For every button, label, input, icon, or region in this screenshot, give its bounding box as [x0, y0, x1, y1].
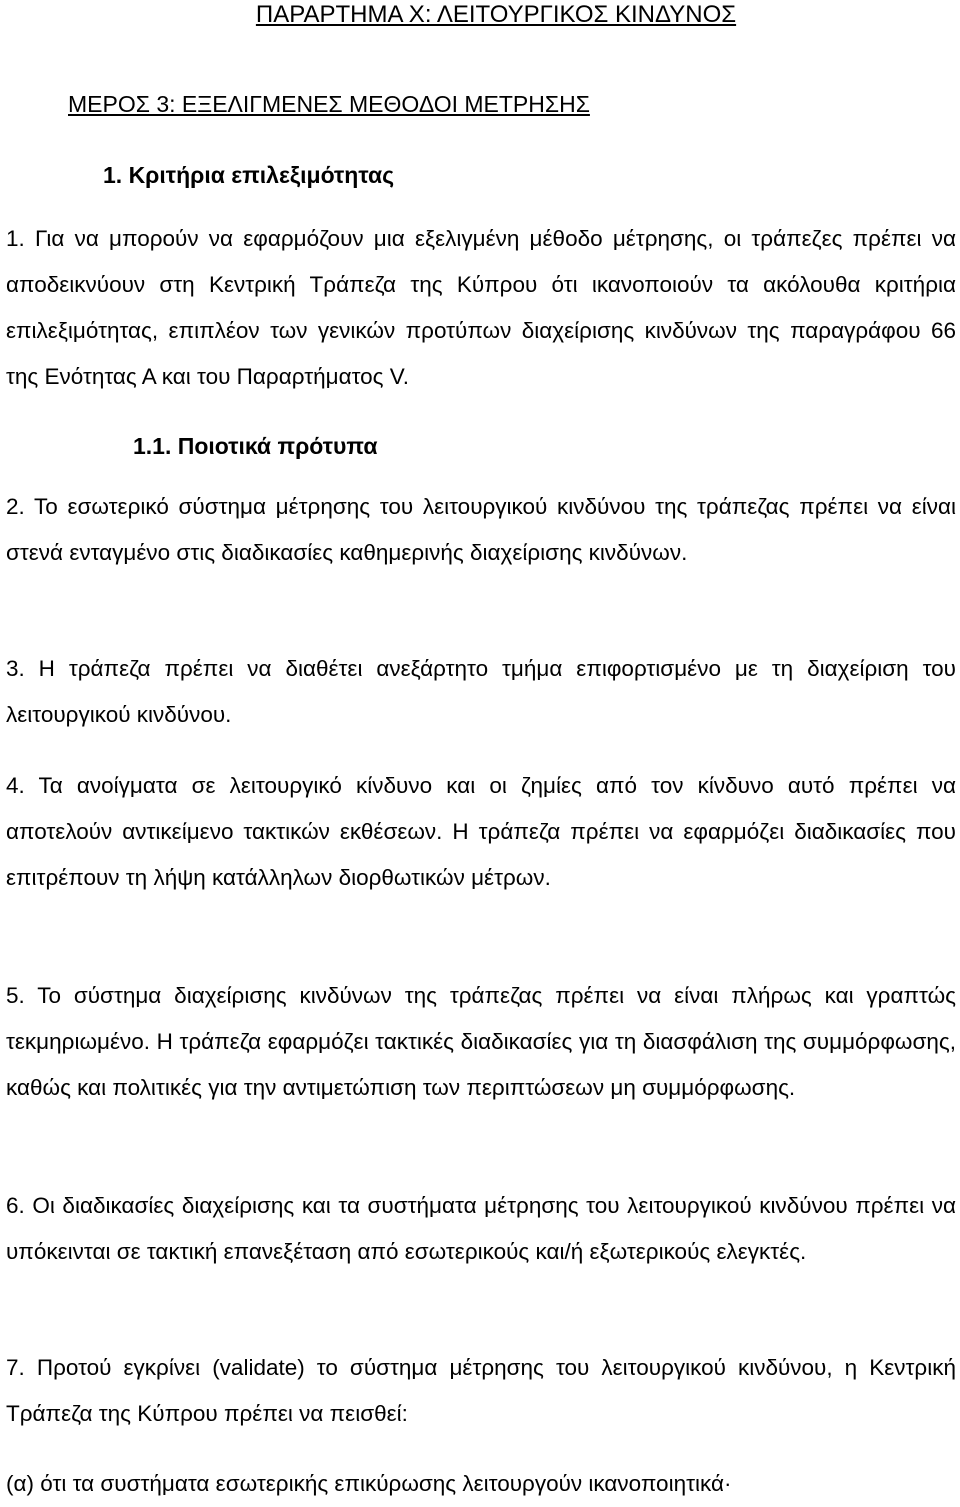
subsection-heading: 1.1. Ποιοτικά πρότυπα [133, 433, 378, 459]
paragraph-7: 7. Προτού εγκρίνει (validate) το σύστημα μέτρησης του λειτουργικού κινδύνου, η Κεντρική Τράπεζα της Κύπρου πρέπει να πεισθεί: [6, 1355, 956, 1426]
paragraph-8: (α) ότι τα συστήματα εσωτερικής επικύρωσης λειτουργούν ικανοποιητικά· [6, 1471, 732, 1496]
paragraph-3: 3. Η τράπεζα πρέπει να διαθέτει ανεξάρτητο τμήμα επιφορτισμένο με τη διαχείριση του λειτουργικού κινδύνου. [6, 656, 956, 727]
part-heading: ΜΕΡΟΣ 3: ΕΞΕΛΙΓΜΕΝΕΣ ΜΕΘΟΔΟΙ ΜΕΤΡΗΣΗΣ [68, 91, 590, 117]
paragraph-4: 4. Τα ανοίγματα σε λειτουργικό κίνδυνο και οι ζημίες από τον κίνδυνο αυτό πρέπει να αποτελούν αντικείμενο τακτικών εκθέσεων. Η τράπεζα πρέπει να εφαρμόζει διαδικασίες που επιτρέπουν τη λήψη κατάλληλων διορθωτικών μέτρων. [6, 773, 956, 890]
paragraph-2: 2. Το εσωτερικό σύστημα μέτρησης του λειτουργικού κινδύνου της τράπεζας πρέπει να είναι στενά ενταγμένο στις διαδικασίες καθημερινής διαχείρισης κινδύνων. [6, 494, 956, 565]
section-heading: 1. Κριτήρια επιλεξιμότητας [103, 162, 395, 188]
paragraph-5: 5. Το σύστημα διαχείρισης κινδύνων της τράπεζας πρέπει να είναι πλήρως και γραπτώς τεκμηριωμένο. Η τράπεζα εφαρμόζει τακτικές διαδικασίες για τη διασφάλιση της συμμόρφωσης, καθώς και πολιτικές για την αντιμετώπιση των περιπτώσεων μη συμμόρφωσης. [6, 983, 956, 1100]
paragraph-1: 1. Για να μπορούν να εφαρμόζουν μια εξελιγμένη μέθοδο μέτρησης, οι τράπεζες πρέπει να αποδεικνύουν στη Κεντρική Τράπεζα της Κύπρου ότι ικανοποιούν τα ακόλουθα κριτήρια επιλεξιμότητας, επιπλέον των γενικών προτύπων διαχείρισης κινδύνων της παραγράφου 66 της Ενότητας Α και του Παραρτήματος V. [6, 226, 956, 389]
document-title: ΠΑΡΑΡΤΗΜΑ Χ: ΛΕΙΤΟΥΡΓΙΚΟΣ ΚΙΝΔΥΝΟΣ [255, 1, 737, 28]
paragraph-6: 6. Οι διαδικασίες διαχείρισης και τα συστήματα μέτρησης του λειτουργικού κινδύνου πρέπει να υπόκεινται σε τακτική επανεξέταση από εσωτερικούς και/ή εξωτερικούς ελεγκτές. [6, 1193, 956, 1264]
